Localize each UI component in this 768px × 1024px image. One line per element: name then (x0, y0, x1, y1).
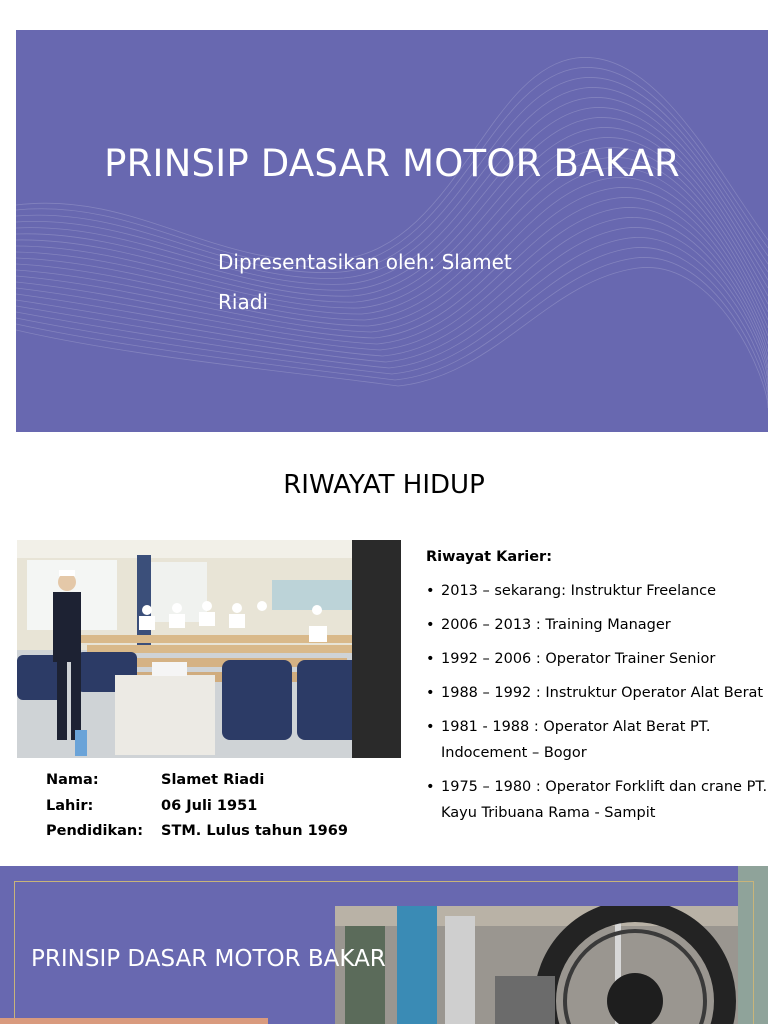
career-heading: Riwayat Karier: (426, 549, 553, 565)
section-slide-title: PRINSIP DASAR MOTOR BAKAR (31, 946, 386, 972)
bio-value: STM. Lulus tahun 1969 (161, 823, 348, 839)
bio-label: Pendidikan: (46, 823, 144, 839)
career-item: • 1988 – 1992 : Instruktur Operator Alat Berat (426, 680, 768, 706)
bio-row-name (46, 772, 348, 798)
career-list (426, 578, 768, 826)
bio-label: Lahir: (46, 797, 94, 814)
slide-title: PRINSIP DASAR MOTOR BAKAR (104, 142, 680, 185)
bio-row-education (46, 823, 348, 849)
bio-label: Nama: (46, 772, 99, 788)
bio-row-birth (46, 798, 348, 824)
biography-details (46, 772, 348, 849)
career-item: • 1992 – 2006 : Operator Trainer Senior (426, 646, 768, 672)
career-item: • 1981 - 1988 : Operator Alat Berat PT. Indocement – Bogor (426, 714, 768, 766)
career-item: • 2013 – sekarang: Instruktur Freelance (426, 578, 768, 604)
bio-value: Slamet Riadi (161, 772, 265, 788)
accent-bar (0, 1018, 268, 1024)
section-slide (0, 866, 768, 1024)
career-item: • 2006 – 2013 : Training Manager (426, 612, 768, 638)
slide-subtitle: Dipresentasikan oleh: Slamet Riadi (218, 250, 512, 314)
classroom-photo (17, 540, 401, 758)
bio-value: 06 Juli 1951 (161, 797, 258, 814)
career-history (426, 549, 768, 834)
title-slide (16, 30, 768, 432)
section-title: RIWAYAT HIDUP (283, 470, 485, 500)
career-item: • 1975 – 1980 : Operator Forklift dan crane PT. Kayu Tribuana Rama - Sampit (426, 774, 768, 826)
wave-lines-decoration (16, 30, 768, 432)
classroom-photo-illustration (17, 540, 401, 758)
